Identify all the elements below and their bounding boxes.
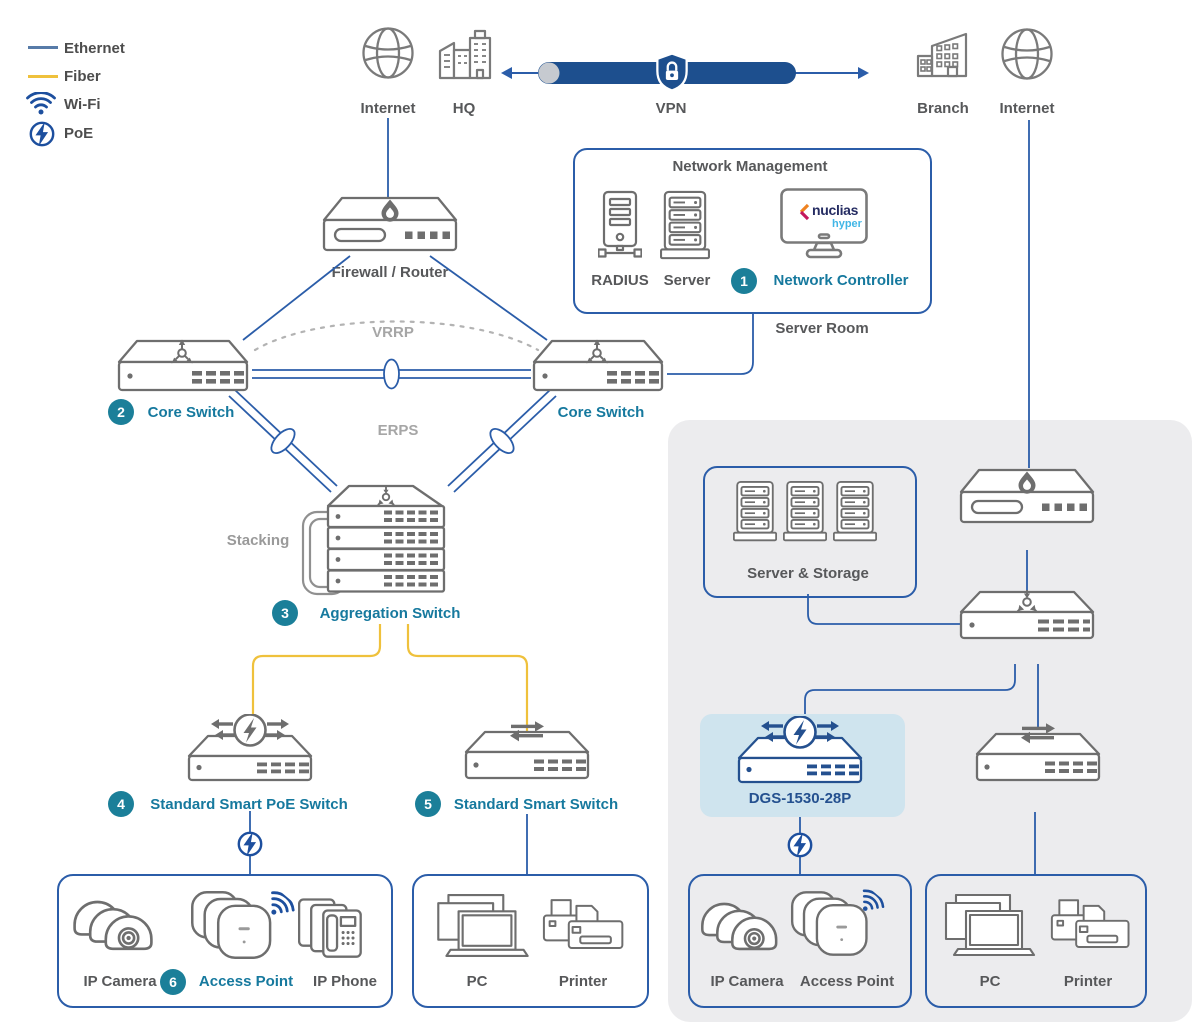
step-badge-6: 6 bbox=[160, 969, 186, 995]
internet-right-icon bbox=[1000, 27, 1054, 81]
poe-smart-switch-icon bbox=[183, 714, 317, 786]
step-badge-1: 1 bbox=[731, 268, 757, 294]
fiber-legend-swatch bbox=[28, 75, 58, 78]
aggregation-switch-stack-icon bbox=[300, 484, 450, 598]
wifi-icon bbox=[26, 92, 56, 116]
server-storage-icon bbox=[833, 480, 877, 543]
aggregation-switch-label: Aggregation Switch bbox=[319, 605, 461, 622]
lock-shield-icon bbox=[657, 54, 686, 91]
legend-label-wifi: Wi-Fi bbox=[64, 96, 101, 113]
link-aggregation-rings bbox=[267, 360, 517, 458]
pc-icon bbox=[942, 894, 1042, 958]
smart-switch-icon bbox=[460, 720, 594, 786]
network-management-title: Network Management bbox=[672, 158, 828, 175]
step-badge-2: 2 bbox=[108, 399, 134, 425]
access-point-label: Access Point bbox=[198, 973, 294, 990]
step-badge-4: 4 bbox=[108, 791, 134, 817]
poe-icon bbox=[28, 120, 56, 148]
server-icon bbox=[660, 190, 710, 261]
access-point-branch-label: Access Point bbox=[799, 973, 895, 990]
hq-building-icon bbox=[436, 28, 494, 82]
pc-label: PC bbox=[466, 973, 488, 990]
branch-label: Branch bbox=[917, 100, 969, 117]
core-switch-left-label: Core Switch bbox=[147, 404, 235, 421]
legend-label-poe: PoE bbox=[64, 125, 94, 142]
printer-icon bbox=[1050, 898, 1136, 953]
network-controller-label: Network Controller bbox=[773, 272, 909, 289]
server-storage-label: Server & Storage bbox=[747, 565, 869, 582]
dgs-1530-28p-label: DGS-1530-28P bbox=[748, 790, 852, 807]
vpn-label: VPN bbox=[655, 100, 687, 117]
radius-label: RADIUS bbox=[591, 272, 649, 289]
pc-branch-label: PC bbox=[979, 973, 1001, 990]
ip-phone-icon bbox=[298, 896, 364, 958]
firewall-router-icon bbox=[321, 194, 459, 256]
ip-camera-icon bbox=[72, 896, 166, 956]
stacking-label: Stacking bbox=[226, 532, 290, 549]
branch-building-icon bbox=[912, 26, 974, 82]
ethernet-legend-swatch bbox=[28, 46, 58, 49]
dgs-1530-28p-icon bbox=[733, 716, 867, 788]
nuclias-logo-sub: hyper bbox=[832, 218, 862, 230]
nuclias-logo-chevron-icon bbox=[798, 203, 810, 223]
erps-label: ERPS bbox=[377, 422, 419, 439]
step-badge-3: 3 bbox=[272, 600, 298, 626]
vpn-tunnel bbox=[500, 50, 870, 98]
core-switch-right-label: Core Switch bbox=[557, 404, 645, 421]
server-storage-icon bbox=[733, 480, 777, 543]
poe-smart-switch-label: Standard Smart PoE Switch bbox=[150, 796, 348, 813]
poe-icon bbox=[236, 830, 264, 858]
internet-icon bbox=[361, 26, 415, 80]
printer-branch-label: Printer bbox=[1063, 973, 1113, 990]
printer-label: Printer bbox=[558, 973, 608, 990]
smart-switch-branch-icon bbox=[971, 722, 1105, 788]
core-switch-left-icon bbox=[116, 338, 250, 394]
hq-label: HQ bbox=[452, 100, 476, 117]
pc-icon bbox=[434, 894, 536, 959]
legend-label-ethernet: Ethernet bbox=[64, 40, 125, 57]
step-badge-5: 5 bbox=[415, 791, 441, 817]
legend-label-fiber: Fiber bbox=[64, 68, 101, 85]
server-storage-icon bbox=[783, 480, 827, 543]
firewall-router-branch-icon bbox=[958, 466, 1096, 528]
ip-camera-icon bbox=[700, 898, 790, 956]
firewall-router-label: Firewall / Router bbox=[331, 264, 449, 281]
ip-camera-label: IP Camera bbox=[83, 973, 157, 990]
server-room-label: Server Room bbox=[775, 320, 869, 337]
vrrp-label: VRRP bbox=[366, 324, 420, 342]
smart-switch-label: Standard Smart Switch bbox=[453, 796, 619, 813]
ip-phone-label: IP Phone bbox=[313, 973, 377, 990]
core-switch-right-icon bbox=[531, 338, 665, 394]
internet-left-label: Internet bbox=[360, 100, 416, 117]
internet-right-label: Internet bbox=[999, 100, 1055, 117]
aggregation-switch-branch-icon bbox=[958, 590, 1096, 642]
nuclias-logo: nuclias bbox=[812, 202, 859, 218]
radius-server-icon bbox=[598, 190, 642, 260]
poe-icon bbox=[786, 831, 814, 859]
printer-icon bbox=[542, 898, 630, 954]
server-label: Server bbox=[663, 272, 711, 289]
ip-camera-branch-label: IP Camera bbox=[710, 973, 784, 990]
